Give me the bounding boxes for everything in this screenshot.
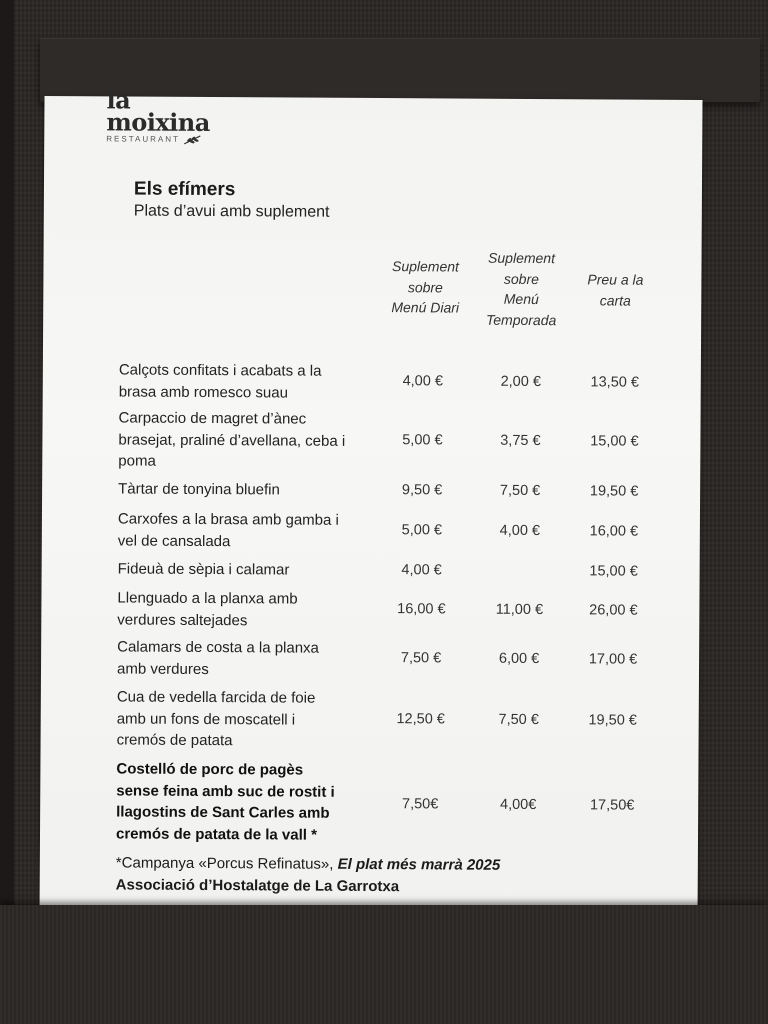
dish-name: Fideuà de sèpia i calamar [117,560,290,579]
price-menu-temporada: 3,75 € [500,432,541,450]
price-menu-diari: 5,00 € [402,432,443,449]
logo-line-2: moixina [106,107,210,138]
menu-folder-edge [0,0,14,1024]
dish-row [42,587,700,629]
dish-name: Llenguado a la planxa amb verdures saltejades [117,589,298,629]
dish-name: Calçots confitats i acabats a la brasa amb romesco suau [118,361,322,401]
dish-name: Tàrtar de tonyina bluefin [118,480,280,499]
dish-row [41,686,699,750]
column-header-preu-carta: Preu a la carta [587,271,644,309]
dish-name: Carpaccio de magret d’ànec brasejat, praliné d’avellana, ceba i poma [118,409,346,470]
price-menu-diari: 5,00 € [401,522,443,539]
logo-restaurant-label: RESTAURANT [106,134,180,144]
dish-name: Calamars de costa a la planxa amb verdures [116,638,319,678]
footnote-award: El plat més marrà 2025 [337,855,501,874]
price-menu-diari: 4,00 € [402,373,443,390]
price-menu-diari: 7,50€ [401,796,439,813]
price-menu-temporada: 11,00 € [495,601,544,619]
price-menu-temporada: 2,00 € [500,373,541,391]
footnote-campaign: *Campanya «Porcus Refinatus», [115,854,338,873]
column-header-menu-diari: Suplement sobre Menú Diari [391,258,460,316]
dish-row [42,478,700,500]
dish-row-featured [40,758,698,844]
price-carta: 17,50€ [589,797,635,814]
price-menu-diari: 4,00 € [401,562,442,579]
leaf-icon [183,135,201,145]
footnote-line-1 [116,852,501,876]
price-menu-diari: 9,50 € [401,482,443,499]
dish-name: Cua de vedella farcida de foie amb un fons de moscatell i cremós de patata [116,688,316,750]
section-title: Els efímers [133,178,236,201]
price-carta: 19,50 € [589,483,639,500]
price-menu-diari: 12,50 € [396,711,445,728]
price-carta: 16,00 € [589,523,639,540]
price-menu-diari: 16,00 € [397,601,446,618]
price-menu-temporada: 4,00 € [499,522,541,540]
restaurant-logo [106,85,286,145]
price-carta: 17,00 € [588,651,638,668]
dish-name: Costelló de porc de pagès sense feina amb suc de rostit i llagostins de Sant Carles amb cremós de patata de la vall * [115,760,335,844]
logo-subline [106,134,286,145]
price-menu-temporada: 4,00€ [499,796,537,814]
price-menu-temporada [475,563,565,564]
price-menu-temporada: 7,50 € [499,482,541,500]
price-carta: 15,00 € [589,563,638,580]
price-menu-diari: 7,50 € [400,650,442,667]
menu-sheet [39,85,702,924]
price-menu-temporada: 6,00 € [498,650,540,668]
column-header-menu-temporada: Suplement sobre Menú Temporada [485,249,557,328]
logo-line-1: la [106,85,131,115]
price-menu-temporada: 7,50 € [498,711,539,729]
dish-name: Carxofes a la brasa amb gamba i vel de cansalada [117,510,339,550]
menu-folder-bottom [0,905,768,1024]
footnote [116,852,501,898]
price-carta: 19,50 € [588,712,637,729]
price-carta: 15,00 € [590,433,639,450]
footnote-association: Associació d’Hostalatge de La Garrotxa [115,876,400,896]
dish-row [42,508,700,550]
section-subtitle: Plats d’avui amb suplement [133,202,330,221]
dish-row [43,407,701,470]
price-carta: 26,00 € [589,602,638,619]
dish-row [41,636,699,678]
dish-row [42,558,700,580]
dish-row [43,359,701,401]
price-carta: 13,50 € [590,374,640,391]
